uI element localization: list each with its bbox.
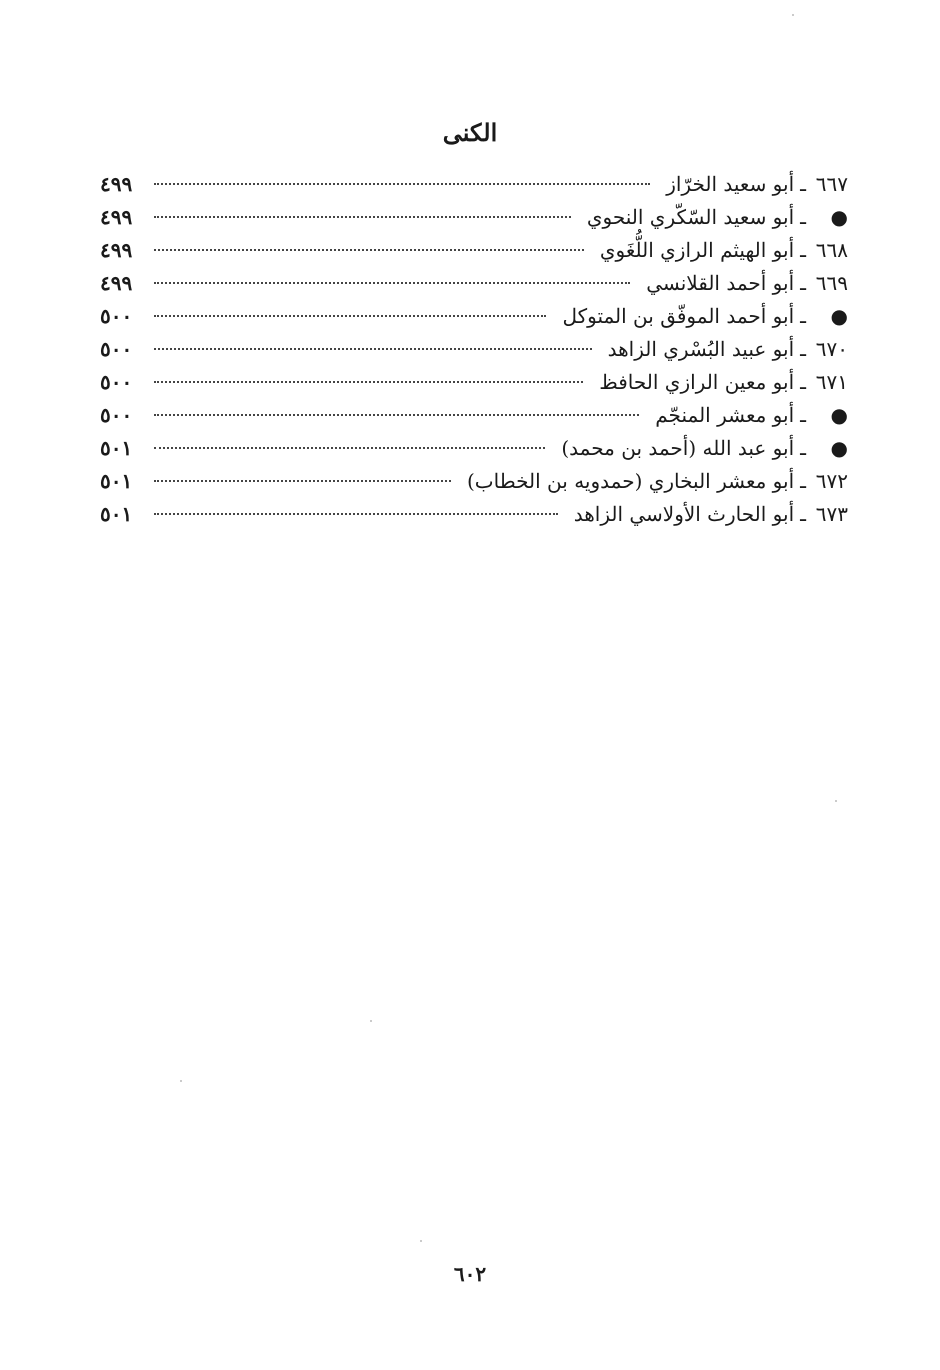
entry-number: ٦٦٧ [815,172,848,196]
entry-number: ٦٦٨ [815,238,848,262]
entry-page-number: ٥٠٠ [100,304,133,328]
dot-leader [154,447,545,449]
dot-leader [154,282,630,284]
entry-separator: ـ [800,337,806,361]
dot-leader [154,183,650,185]
dot-leader [154,216,571,218]
entry-separator: ـ [800,403,806,427]
entry-title: أبو معين الرازي الحافظ [599,370,795,394]
dot-leader [154,249,584,251]
entry-number: ٦٧١ [815,370,848,394]
dot-leader [154,315,546,317]
entry-page-number: ٥٠١ [100,469,133,493]
bullet-icon: ● [830,304,848,328]
dot-leader [154,381,583,383]
scan-speck [180,1080,182,1082]
dot-leader [154,480,451,482]
toc-entry [100,399,848,432]
entry-title: أبو الهيثم الرازي اللُّغَوي [599,238,795,262]
entry-separator: ـ [800,370,806,394]
entry-separator: ـ [800,205,806,229]
entry-number: ٦٦٩ [815,271,848,295]
scan-speck [792,14,794,16]
entry-title: أبو معشر البخاري (حمدويه بن الخطاب) [467,469,795,493]
toc-entry [100,465,848,498]
entry-page-number: ٥٠٠ [100,370,133,394]
scan-speck [835,800,837,802]
entry-title: أبو أحمد الموفّق بن المتوكل [562,304,795,328]
entry-number: ٦٧٢ [815,469,848,493]
entry-separator: ـ [800,172,806,196]
entry-separator: ـ [800,469,806,493]
bullet-icon: ● [830,205,848,229]
toc-entry [100,267,848,300]
entry-page-number: ٥٠١ [100,502,133,526]
entry-page-number: ٥٠١ [100,436,133,460]
entry-title: أبو عبد الله (أحمد بن محمد) [561,436,795,460]
dot-leader [154,348,592,350]
entry-separator: ـ [800,238,806,262]
toc-entry [100,201,848,234]
entry-page-number: ٤٩٩ [100,271,133,295]
toc-entry [100,333,848,366]
entry-title: أبو أحمد القلانسي [646,271,795,295]
bullet-icon: ● [830,403,848,427]
entry-separator: ـ [800,271,806,295]
entry-title: أبو سعيد الخرّاز [666,172,795,196]
dot-leader [154,414,639,416]
scan-speck [370,1020,372,1022]
dot-leader [154,513,558,515]
entry-separator: ـ [800,304,806,328]
footer-page-number: ٦٠٢ [453,1262,487,1286]
toc-entry [100,168,848,201]
toc-entry [100,234,848,267]
toc-entry [100,300,848,333]
section-heading: الكنى [442,118,498,147]
toc-entry [100,498,848,531]
table-of-contents [100,168,848,531]
entry-title: أبو عبيد البُسْري الزاهد [607,337,795,361]
entry-number: ٦٧٣ [815,502,848,526]
entry-page-number: ٤٩٩ [100,172,133,196]
entry-page-number: ٥٠٠ [100,337,133,361]
scan-speck [420,1240,422,1242]
toc-entry [100,432,848,465]
entry-title: أبو سعيد السّكّري النحوي [586,205,795,229]
toc-entry [100,366,848,399]
entry-page-number: ٤٩٩ [100,205,133,229]
entry-title: أبو الحارث الأولاسي الزاهد [573,502,795,526]
entry-title: أبو معشر المنجّم [655,403,795,427]
entry-number: ٦٧٠ [815,337,848,361]
entry-page-number: ٤٩٩ [100,238,133,262]
entry-page-number: ٥٠٠ [100,403,133,427]
entry-separator: ـ [800,436,806,460]
bullet-icon: ● [830,436,848,460]
entry-separator: ـ [800,502,806,526]
